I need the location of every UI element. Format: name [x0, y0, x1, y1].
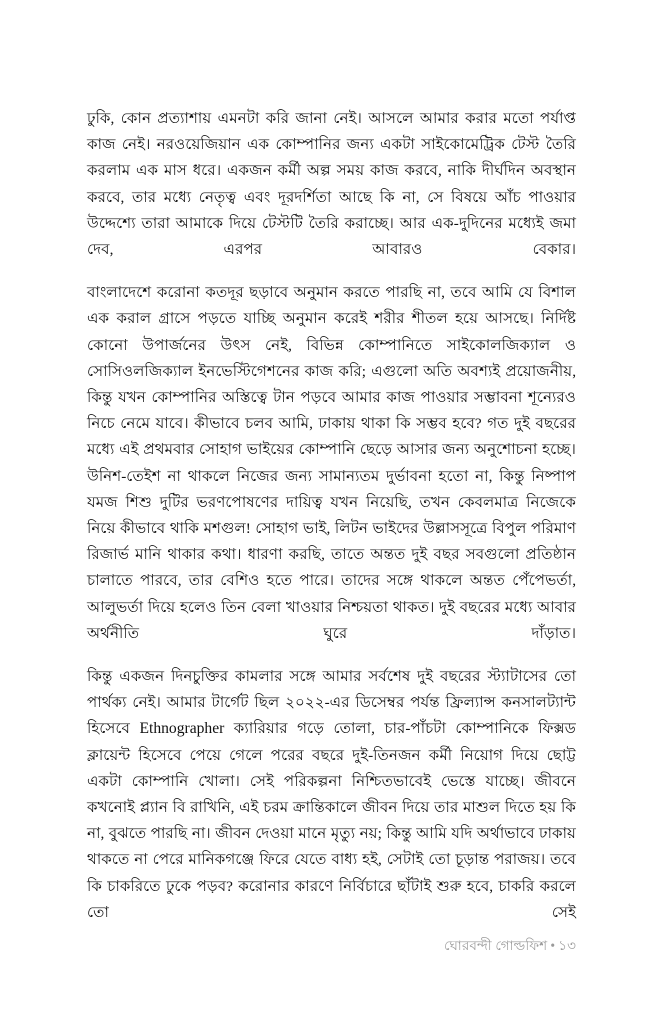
paragraph-3-text-before-latin: কিন্তু একজন দিনচুক্তির কামলার সঙ্গে আমার সর্বশেষ দুই বছরের স্ট্যাটাসের তো পার্থক্য নেই। আমার টার্গেট ছিল ২০২২-এর ডিসেম্বর পর্যন্ত ফ্রিল্যান্স কনসালট্যান্ট হিসেবে	[87, 668, 576, 738]
body-paragraph-2: বাংলাদেশে করোনা কতদূর ছড়াবে অনুমান করতে পারছি না, তবে আমি যে বিশাল এক করাল গ্রাসে পড়তে যাচ্ছি অনুমান করেই শরীর শীতল হয়ে আসছে। নির্দিষ্ট কোনো উপার্জনের উৎস নেই, বিভিন্ন কোম্পানিতে সাইকোলজিক্যাল ও সোসিওলজিক্যাল ইনভেস্টিগেশনের কাজ করি; এগুলো অতি অবশ্যই প্রয়োজনীয়, কিন্তু যখন কোম্পানির অস্তিত্বে টান পড়বে আমার কাজ পাওয়ার সম্ভাবনা শূন্যেরও নিচে নেমে যাবে। কীভাবে চলব আমি, ঢাকায় থাকা কি সম্ভব হবে? গত দুই বছরের মধ্যে এই প্রথমবার সোহাগ ভাইয়ের কোম্পানি ছেড়ে আসার জন্য অনুশোচনা হচ্ছে। উনিশ-তেইশ না থাকলে নিজের জন্য সামান্যতম দুর্ভাবনা হতো না, কিন্তু নিষ্পাপ যমজ শিশু দুটির ভরণপোষণের দায়িত্ব যখন নিয়েছি, তখন কেবলমাত্র নিজেকে নিয়ে কীভাবে থাকি মশগুল! সোহাগ ভাই, লিটন ভাইদের উল্লাসসূত্রে বিপুল পরিমাণ রিজার্ভ মানি থাকার কথা। ধারণা করছি, তাতে অন্তত দুই বছর সবগুলো প্রতিষ্ঠান চালাতে পারবে, তার বেশিও হতে পারে। তাদের সঙ্গে থাকলে অন্তত পেঁপেভর্তা, আলুভর্তা দিয়ে হলেও তিন বেলা খাওয়ার নিশ্চয়তা থাকত। দুই বছরের মধ্যে আবার অর্থনীতি ঘুরে দাঁড়াত।	[87, 284, 576, 642]
footer-page-number: ১৩	[558, 938, 576, 953]
paragraph-3-text-after-latin: ক্যারিয়ার গড়ে তোলা, চার-পাঁচটা কোম্পানিকে ফিক্সড ক্লায়েন্ট হিসেবে পেয়ে গেলে পরের বছরে দুই-তিনজন কর্মী নিয়োগ দিয়ে ছোট্ট একটা কোম্পানি খোলা। সেই পরিকল্পনা নিশ্চিতভাবেই ভেস্তে যাচ্ছে। জীবনে কখনোই প্ল্যান বি রাখিনি, এই চরম ক্রান্তিকালে জীবন দিয়ে তার মাশুল দিতে হয় কি না, বুঝতে পারছি না। জীবন দেওয়া মানে মৃত্যু নয়; কিন্তু আমি যদি অর্থাভাবে ঢাকায় থাকতে না পেরে মানিকগঞ্জে ফিরে যেতে বাধ্য হই, সেটাই তো চূড়ান্ত পরাজয়। তবে কি চাকরিতে ঢুকে পড়ব? করোনার কারণে নির্বিচারে ছাঁটাই শুরু হবে, চাকরি করলে তো সেই	[87, 720, 576, 921]
text-column	[87, 106, 576, 926]
body-paragraph-3	[87, 664, 576, 926]
footer-book-title: ঘোরবন্দী গোল্ডফিশ	[444, 938, 548, 953]
latin-term-ethnographer: Ethnographer	[139, 720, 225, 738]
footer-separator-bullet: •	[550, 938, 556, 953]
body-paragraph-1: ঢুকি, কোন প্রত্যাশায় এমনটা করি জানা নেই। আসলে আমার করার মতো পর্যাপ্ত কাজ নেই। নরওয়েজিয়ান এক কোম্পানির জন্য একটা সাইকোমেট্রিক টেস্ট তৈরি করলাম এক মাস ধরে। একজন কর্মী অল্প সময় কাজ করবে, নাকি দীর্ঘদিন অবস্থান করবে, তার মধ্যে নেতৃত্ব এবং দূরদর্শিতা আছে কি না, সে বিষয়ে আঁচ পাওয়ার উদ্দেশ্যে তারা আমাকে দিয়ে টেস্টটি তৈরি করাচ্ছে। আর এক-দুদিনের মধ্যেই জমা দেব, এরপর আবারও বেকার।	[87, 110, 576, 259]
page-footer	[87, 936, 576, 958]
